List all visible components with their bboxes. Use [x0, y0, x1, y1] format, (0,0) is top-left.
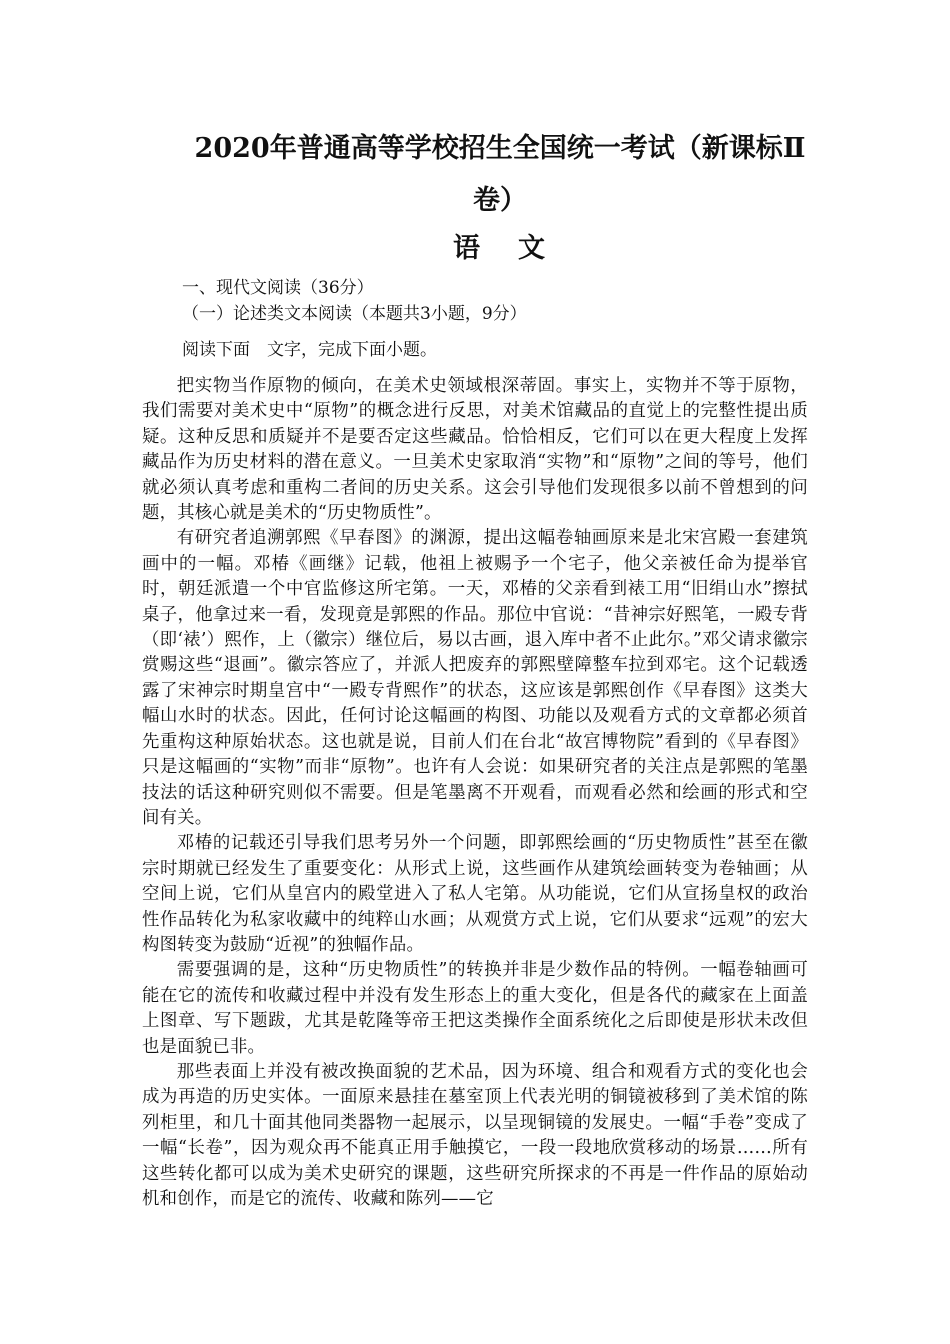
passage-paragraph-3: 邓椿的记载还引导我们思考另外一个问题，即郭熙绘画的“历史物质性”甚至在徽宗时期就已经发生了重要变化：从形式上说，这些画作从建筑绘画转变为卷轴画；从空间上说，它们从皇宫内的殿堂进入了私人宅第。从功能说，它们从宣扬皇权的政治性作品转化为私家收藏中的纯粹山水画；从观赏方式上说，它们从要求“远观”的宏大构图转变为鼓励“近视”的独幅作品。 — [142, 833, 808, 955]
section-heading: 一、现代文阅读（36分） — [182, 278, 374, 298]
exam-title-line-2: 卷） — [473, 185, 527, 216]
passage-paragraph-4: 需要强调的是，这种“历史物质性”的转换并非是少数作品的特例。一幅卷轴画可能在它的流传和收藏过程中并没有发生形态上的重大变化，但是各代的藏家在上面盖上图章、写下题跋，尤其是乾隆等帝王把这类操作全面系统化之后即使是形状未改但也是面貌已非。 — [142, 960, 808, 1057]
passage-paragraph-2: 有研究者追溯郭熙《早春图》的渊源，提出这幅卷轴画原来是北宋宫殿一套建筑画中的一幅。邓椿《画继》记载，他祖上被赐予一个宅子，他父亲被任命为提举官时，朝廷派遣一个中官监修这所宅第。一天，邓椿的父亲看到裱工用“旧绢山水”擦拭桌子，他拿过来一看，发现竟是郭熙的作品。那位中官说：“昔神宗好熙笔，一殿专背（即‘裱’）熙作，上（徽宗）继位后，易以古画，退入库中者不止此尔。”邓父请求徽宗赏赐这些“退画”。徽宗答应了，并派人把废弃的郭熙壁障整车拉到邓宅。这个记载透露了宋神宗时期皇宫中“一殿专背熙作”的状态，这应该是郭熙创作《早春图》这类大幅山水时的状态。因此，任何讨论这幅画的构图、功能以及观看方式的文章都必须首先重构这种原始状态。这也就是说，目前人们在台北“故宫博物院”看到的《早春图》只是这幅画的“实物”而非“原物”。也许有人会说：如果研究者的关注点是郭熙的笔墨技法的话这种研究则似不需要。但是笔墨离不开观看，而观看必然和绘画的形式和空间有关。 — [142, 528, 808, 828]
passage-paragraph-1: 把实物当作原物的倾向，在美术史领域根深蒂固。事实上，实物并不等于原物，我们需要对美术史中“原物”的概念进行反思，对美术馆藏品的直觉上的完整性提出质疑。这种反思和质疑并不是要否定这些藏品。恰恰相反，它们可以在更大程度上发挥藏品作为历史材料的潜在意义。一旦美术史家取消“实物”和“原物”之间的等号，他们就必须认真考虑和重构二者间的历史关系。这会引导他们发现很多以前不曾想到的问题，其核心就是美术的“历史物质性”。 — [142, 376, 808, 524]
passage-paragraph-5: 那些表面上并没有被改换面貌的艺术品，因为环境、组合和观看方式的变化也会成为再造的历史实体。一面原来悬挂在墓室顶上代表光明的铜镜被移到了美术馆的陈列柜里，和几十面其他同类器物一起展示，以呈现铜镜的发展史。一幅“手卷”变成了一幅“长卷”，因为观众再不能真正用手触摸它，一段一段地欣赏移动的场景……所有这些转化都可以成为美术史研究的课题，这些研究所探求的不再是一件作品的原始动机和创作，而是它的流传、收藏和陈列——它 — [142, 1061, 808, 1209]
subject-char-2: 文 — [518, 233, 547, 264]
subject-heading — [400, 232, 600, 266]
reading-passage — [142, 374, 808, 1212]
subsection-heading: （一）论述类文本阅读（本题共3小题，9分） — [182, 304, 527, 324]
subject-char-1: 语 — [453, 233, 482, 264]
reading-instruction: 阅读下面 文字，完成下面小题。 — [182, 340, 437, 360]
exam-title-line-1: 2020年普通高等学校招生全国统一考试（新课标Ⅱ — [194, 133, 806, 164]
